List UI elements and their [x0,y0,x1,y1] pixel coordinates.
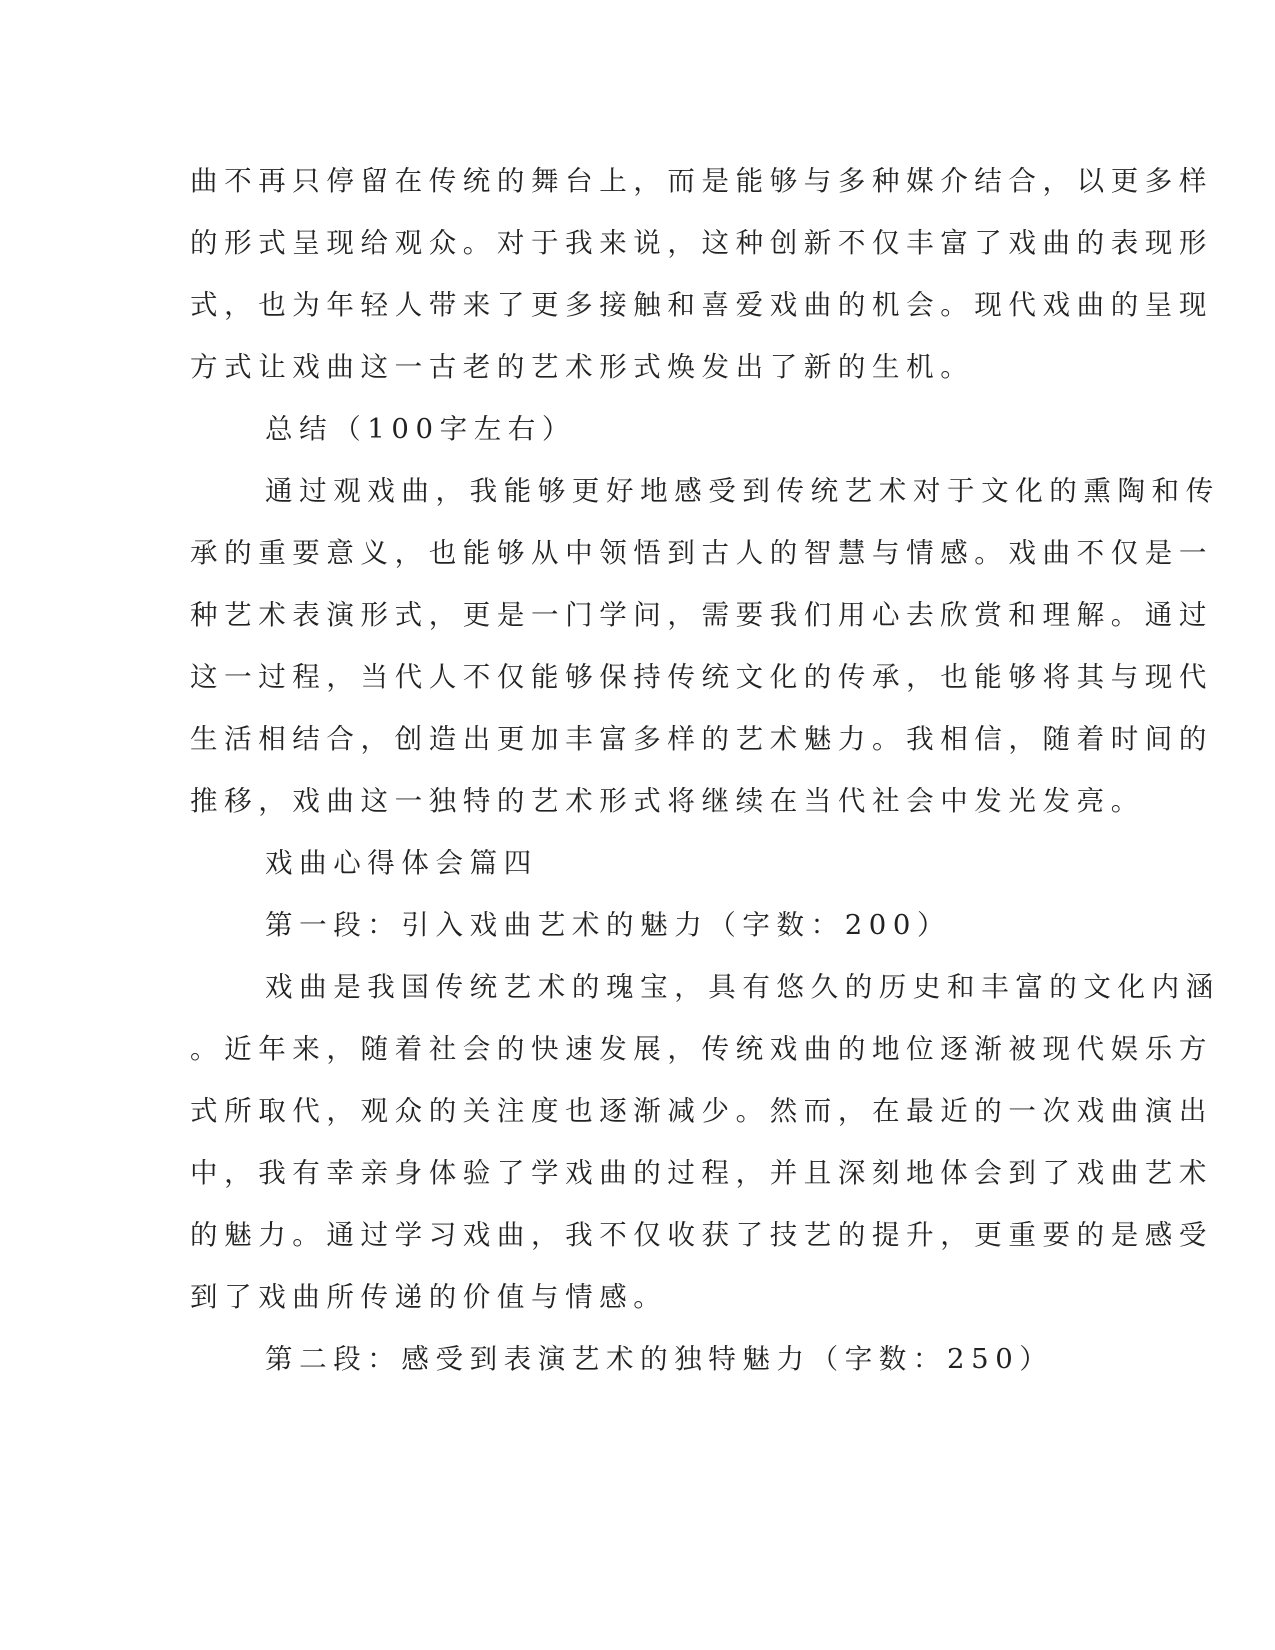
text-line: 中，我有幸亲身体验了学戏曲的过程，并且深刻地体会到了戏曲艺术 [190,1157,1213,1189]
text-line: 式，也为年轻人带来了更多接触和喜爱戏曲的机会。现代戏曲的呈现 [190,289,1213,321]
text-line: 的魅力。通过学习戏曲，我不仅收获了技艺的提升，更重要的是感受 [190,1219,1213,1251]
paragraph-heading: 第二段：感受到表演艺术的独特魅力（字数：250） [265,1343,1054,1375]
text-line: 式所取代，观众的关注度也逐渐减少。然而，在最近的一次戏曲演出 [190,1095,1213,1127]
text-line: 曲不再只停留在传统的舞台上，而是能够与多种媒介结合，以更多样 [190,165,1213,197]
text-line: 到了戏曲所传递的价值与情感。 [190,1281,668,1313]
text-line: 推移，戏曲这一独特的艺术形式将继续在当代社会中发光发亮。 [190,785,1145,817]
text-line: 戏曲是我国传统艺术的瑰宝，具有悠久的历史和丰富的文化内涵 [265,971,1220,1003]
summary-heading: 总结（100字左右） [265,413,576,445]
text-line: 。近年来，随着社会的快速发展，传统戏曲的地位逐渐被现代娱乐方 [190,1033,1213,1065]
text-line: 种艺术表演形式，更是一门学问，需要我们用心去欣赏和理解。通过 [190,599,1213,631]
section-title: 戏曲心得体会篇四 [265,847,538,879]
text-line: 生活相结合，创造出更加丰富多样的艺术魅力。我相信，随着时间的 [190,723,1213,755]
text-line: 方式让戏曲这一古老的艺术形式焕发出了新的生机。 [190,351,975,383]
body-text [190,158,1220,1398]
text-line: 的形式呈现给观众。对于我来说，这种创新不仅丰富了戏曲的表现形 [190,227,1213,259]
paragraph-heading: 第一段：引入戏曲艺术的魅力（字数：200） [265,909,952,941]
text-line: 这一过程，当代人不仅能够保持传统文化的传承，也能够将其与现代 [190,661,1213,693]
text-line: 承的重要意义，也能够从中领悟到古人的智慧与情感。戏曲不仅是一 [190,537,1213,569]
text-line: 通过观戏曲，我能够更好地感受到传统艺术对于文化的熏陶和传 [265,475,1220,507]
